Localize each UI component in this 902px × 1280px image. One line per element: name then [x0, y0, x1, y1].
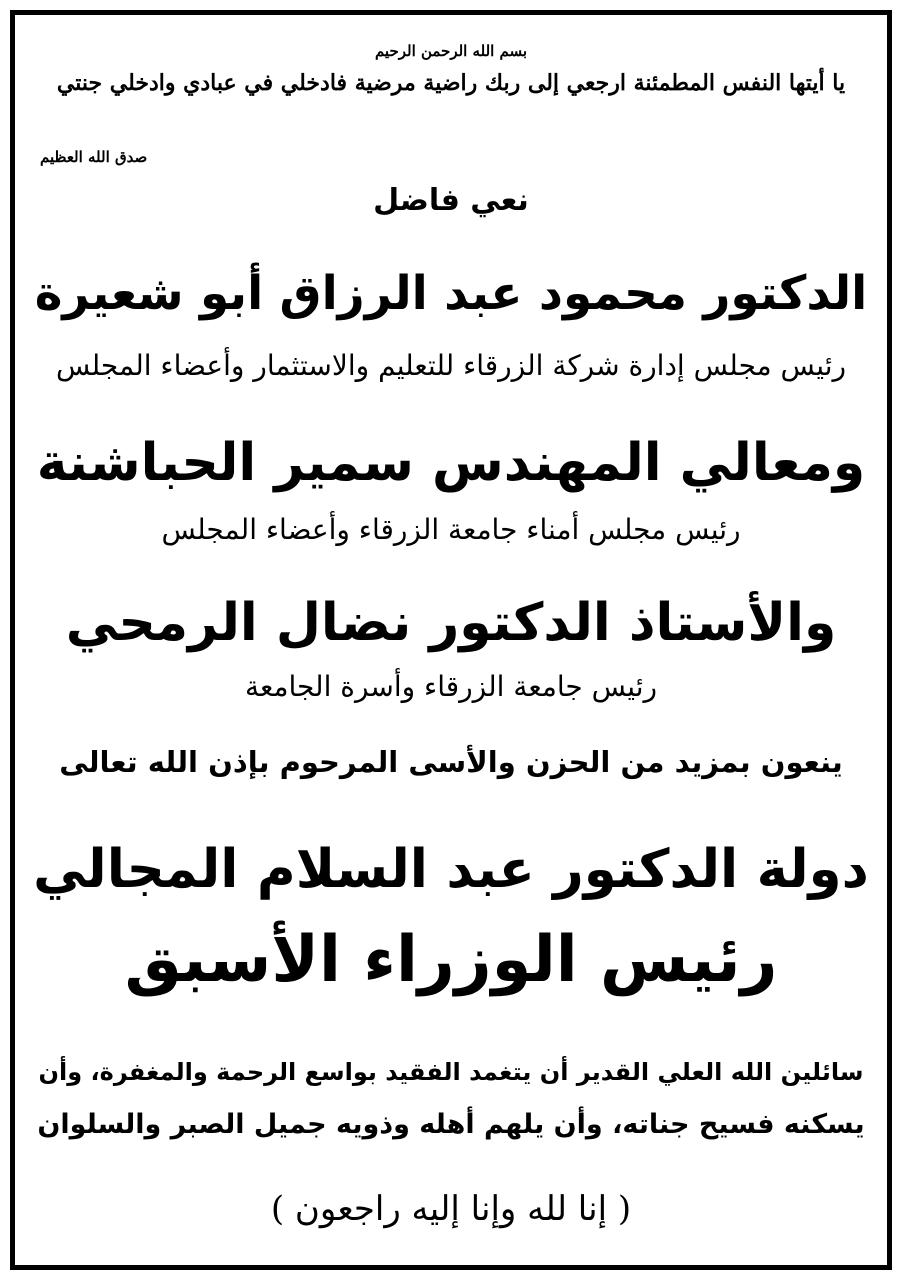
- notice-heading: نعي فاضل: [373, 183, 529, 218]
- basmala: بسم الله الرحمن الرحيم: [374, 42, 528, 60]
- closing-verse: ( إنا لله وإنا إليه راجعون ): [270, 1189, 632, 1229]
- announcement-line: ينعون بمزيد من الحزن والأسى المرحوم بإذن الله تعالى: [59, 745, 843, 779]
- deceased-title: رئيس الوزراء الأسبق: [124, 923, 778, 997]
- deceased-name: دولة الدكتور عبد السلام المجالي: [33, 839, 869, 900]
- prayer-line-2: يسكنه فسيح جناته، وأن يلهم أهله وذويه جميل الصبر والسلوان: [37, 1109, 865, 1140]
- mourner-3-title: رئيس جامعة الزرقاء وأسرة الجامعة: [244, 670, 658, 703]
- mourner-2-title: رئيس مجلس أمناء جامعة الزرقاء وأعضاء المجلس: [161, 513, 741, 546]
- quran-verse: يا أيتها النفس المطمئنة ارجعي إلى ربك راضية مرضية فادخلي في عبادي وادخلي جنتي: [56, 70, 846, 96]
- mourner-1-name: الدكتور محمود عبد الرزاق أبو شعيرة: [34, 266, 868, 321]
- prayer-line-1: سائلين الله العلي القدير أن يتغمد الفقيد بواسع الرحمة والمغفرة، وأن: [38, 1058, 864, 1086]
- sadaqa-allah: صدق الله العظيم: [40, 148, 148, 166]
- mourner-2-name: ومعالي المهندس سمير الحباشنة: [36, 433, 866, 493]
- mourner-3-name: والأستاذ الدكتور نضال الرمحي: [65, 593, 837, 653]
- mourner-1-title: رئيس مجلس إدارة شركة الزرقاء للتعليم والاستثمار وأعضاء المجلس: [55, 349, 847, 382]
